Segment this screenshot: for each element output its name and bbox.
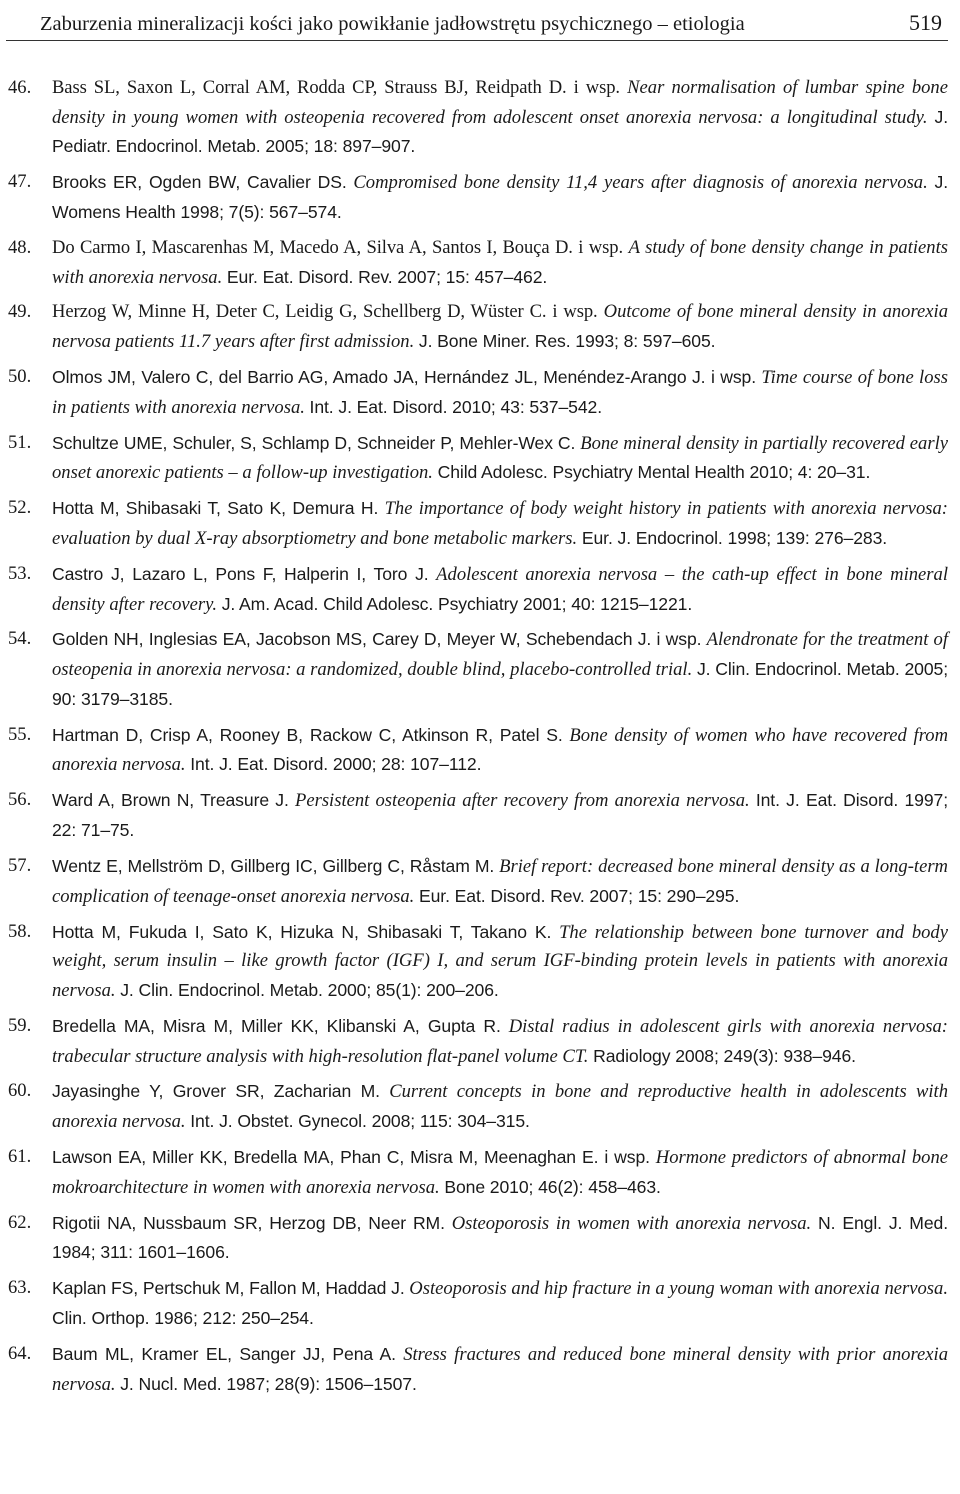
reference-number: 64. [8,1342,32,1364]
reference-number: 61. [8,1146,32,1168]
reference-item [6,1012,948,1071]
reference-authors: Hartman D, Crisp A, Rooney B, Rackow C, Atkinson R, Patel S. [52,724,563,745]
reference-number: 46. [8,77,32,98]
reference-item [6,298,948,356]
reference-source: Bone 2010; 46(2): 458–463. [444,1176,661,1197]
reference-number: 50. [8,366,32,388]
reference-source: Eur. Eat. Disord. Rev. 2007; 15: 457–462. [226,266,548,287]
reference-number: 47. [8,171,32,193]
reference-authors: Rigotii NA, Nussbaum SR, Herzog DB, Neer RM. [52,1212,445,1233]
reference-text [52,234,948,292]
reference-number: 63. [8,1277,32,1299]
reference-title: Brief report: decreased bone mineral density as a long-term complication of teenage-onset anorexia nervosa. [52,855,948,907]
reference-title: The relationship between bone turnover and body weight, serum insulin – like growth factor (IGF) I, and serum IGF-binding protein levels in patients with anorexia nervosa. [52,921,948,1001]
reference-text [52,1340,948,1399]
reference-item [6,168,948,227]
reference-number: 48. [8,236,32,258]
reference-title: Time course of bone loss in patients with anorexia nervosa. [52,367,948,418]
reference-authors: Baum ML, Kramer EL, Sanger JJ, Pena A. [52,1343,396,1364]
reference-title: The importance of body weight history in patients with anorexia nervosa: evaluation by dual X-ray absorptiometry and bone metabolic markers. [52,498,948,549]
reference-authors: Do Carmo I, Mascarenhas M, Macedo A, Silva A, Santos I, Bouça D. i wsp. [52,236,623,258]
reference-item [6,234,948,292]
reference-number: 55. [8,723,32,745]
running-title: Zaburzenia mineralizacji kości jako powikłanie jadłowstrętu psychicznego – etiologia [40,13,745,35]
reference-number: 59. [8,1014,32,1036]
reference-authors: Hotta M, Shibasaki T, Sato K, Demura H. [52,498,379,519]
reference-item [6,852,948,911]
reference-text [52,1077,948,1136]
reference-title: Hormone predictors of abnormal bone mokroarchitecture in women with anorexia nervosa. [52,1147,948,1198]
reference-authors: Bass SL, Saxon L, Corral AM, Rodda CP, Strauss BJ, Reidpath D. i wsp. [52,77,620,98]
reference-text [52,721,948,780]
reference-source: J. Am. Acad. Child Adolesc. Psychiatry 2001; 40: 1215–1221. [221,593,693,614]
reference-item [6,494,948,553]
reference-number: 49. [8,301,32,323]
reference-source: J. Nucl. Med. 1987; 28(9): 1506–1507. [120,1373,417,1394]
reference-authors: Golden NH, Inglesias EA, Jacobson MS, Carey D, Meyer W, Schebendach J. i wsp. [52,629,702,650]
reference-list [6,74,948,1399]
reference-number: 62. [8,1211,32,1233]
reference-item [6,918,948,1006]
reference-title: Current concepts in bone and reproductive health in adolescents with anorexia nervosa. [52,1081,949,1133]
reference-number: 52. [8,497,32,519]
reference-source: Clin. Orthop. 1986; 212: 250–254. [52,1307,314,1328]
reference-title: Bone density of women who have recovered from anorexia nervosa. [52,724,948,776]
reference-title: Adolescent anorexia nervosa – the cath-up effect in bone mineral density after recovery. [52,563,948,615]
reference-title: Osteoporosis and hip fracture in a young woman with anorexia nervosa. [409,1278,948,1300]
reference-text [52,625,948,714]
reference-authors: Castro J, Lazaro L, Pons F, Halperin I, Toro J. [52,563,429,584]
reference-title: Compromised bone density 11,4 years after diagnosis of anorexia nervosa. [353,172,928,194]
reference-authors: Bredella MA, Misra M, Miller KK, Klibanski A, Gupta R. [52,1015,501,1036]
reference-authors: Ward A, Brown N, Treasure J. [52,790,289,811]
reference-source: Radiology 2008; 249(3): 938–946. [593,1045,856,1066]
reference-number: 58. [8,920,32,942]
reference-source: J. Clin. Endocrinol. Metab. 2005; 90: 3179–3185. [52,659,949,709]
reference-item [6,721,948,780]
reference-number: 60. [8,1080,32,1102]
reference-text [52,1143,948,1202]
running-header [6,2,948,41]
reference-text [52,429,948,488]
reference-text [52,74,948,162]
reference-source: Child Adolesc. Psychiatry Mental Health 2010; 4: 20–31. [437,462,871,483]
reference-source: J. Pediatr. Endocrinol. Metab. 2005; 18: 897–907. [52,106,948,157]
reference-text [52,168,948,227]
reference-title: Alendronate for the treatment of osteopenia in anorexia nervosa: a randomized, double blind, placebo-controlled trial. [52,629,948,681]
reference-title: Bone mineral density in partially recovered early onset anorexic patients – a follow-up investigation. [52,432,948,484]
reference-source: J. Bone Miner. Res. 1993; 8: 597–605. [418,331,716,352]
reference-text [52,918,948,1006]
reference-text [52,1274,948,1333]
reference-item [6,429,948,488]
reference-item [6,1274,948,1333]
reference-item [6,363,948,422]
reference-source: Int. J. Obstet. Gynecol. 2008; 115: 304–315. [190,1111,530,1132]
reference-item [6,74,948,162]
reference-number: 51. [8,431,32,453]
reference-authors: Hotta M, Fukuda I, Sato K, Hizuka N, Shibasaki T, Takano K. [52,921,552,942]
reference-authors: Brooks ER, Ogden BW, Cavalier DS. [52,172,347,193]
reference-text [52,852,948,911]
reference-item [6,560,948,619]
reference-text [52,786,948,845]
reference-authors: Herzog W, Minne H, Deter C, Leidig G, Schellberg D, Wüster C. i wsp. [52,301,598,323]
reference-source: J. Womens Health 1998; 7(5): 567–574. [52,172,948,222]
reference-authors: Schultze UME, Schuler, S, Schlamp D, Schneider P, Mehler-Wex C. [52,432,576,453]
reference-text [52,298,948,356]
reference-title: Persistent osteopenia after recovery from anorexia nervosa. [294,790,750,812]
reference-text [52,363,948,422]
reference-title: Osteoporosis in women with anorexia nervosa. [451,1212,812,1234]
reference-number: 57. [8,854,32,876]
reference-number: 54. [8,628,32,650]
reference-title: Outcome of bone mineral density in anorexia nervosa patients 11.7 years after first admission. [52,301,948,353]
reference-source: N. Engl. J. Med. 1984; 311: 1601–1606. [52,1212,948,1263]
reference-title: Stress fractures and reduced bone mineral density with prior anorexia nervosa. [52,1343,948,1395]
reference-item [6,786,948,845]
reference-item [6,1077,948,1136]
reference-number: 56. [8,789,32,811]
page-number: 519 [909,10,942,35]
reference-source: Eur. J. Endocrinol. 1998; 139: 276–283. [581,527,888,548]
reference-source: J. Clin. Endocrinol. Metab. 2000; 85(1): 200–206. [120,979,499,1000]
reference-source: Int. J. Eat. Disord. 2010; 43: 537–542. [309,396,603,417]
reference-text [52,1209,948,1268]
reference-authors: Olmos JM, Valero C, del Barrio AG, Amado JA, Hernández JL, Menéndez-Arango J. i wsp. [52,367,757,388]
reference-item [6,1209,948,1268]
reference-source: Int. J. Eat. Disord. 1997; 22: 71–75. [52,790,948,841]
reference-item [6,625,948,714]
reference-item [6,1340,948,1399]
reference-number: 53. [8,562,32,584]
reference-text [52,560,948,619]
reference-title: Near normalisation of lumbar spine bone density in young women with osteopenia recovered from adolescent onset anorexia nervosa: a longitudinal study. [52,77,948,128]
reference-source: Int. J. Eat. Disord. 2000; 28: 107–112. [190,754,482,775]
reference-source: Eur. Eat. Disord. Rev. 2007; 15: 290–295. [418,885,740,906]
reference-text [52,1012,948,1071]
reference-authors: Wentz E, Mellström D, Gillberg IC, Gillberg C, Råstam M. [52,855,495,876]
reference-title: A study of bone density change in patients with anorexia nervosa. [52,236,948,288]
reference-authors: Kaplan FS, Pertschuk M, Fallon M, Haddad J. [52,1278,405,1299]
reference-authors: Lawson EA, Miller KK, Bredella MA, Phan C, Misra M, Meenaghan E. i wsp. [52,1147,650,1168]
reference-item [6,1143,948,1202]
reference-text [52,494,948,553]
reference-authors: Jayasinghe Y, Grover SR, Zacharian M. [52,1081,380,1102]
reference-title: Distal radius in adolescent girls with anorexia nervosa: trabecular structure analysis with high-resolution flat-panel volume CT. [52,1015,948,1067]
